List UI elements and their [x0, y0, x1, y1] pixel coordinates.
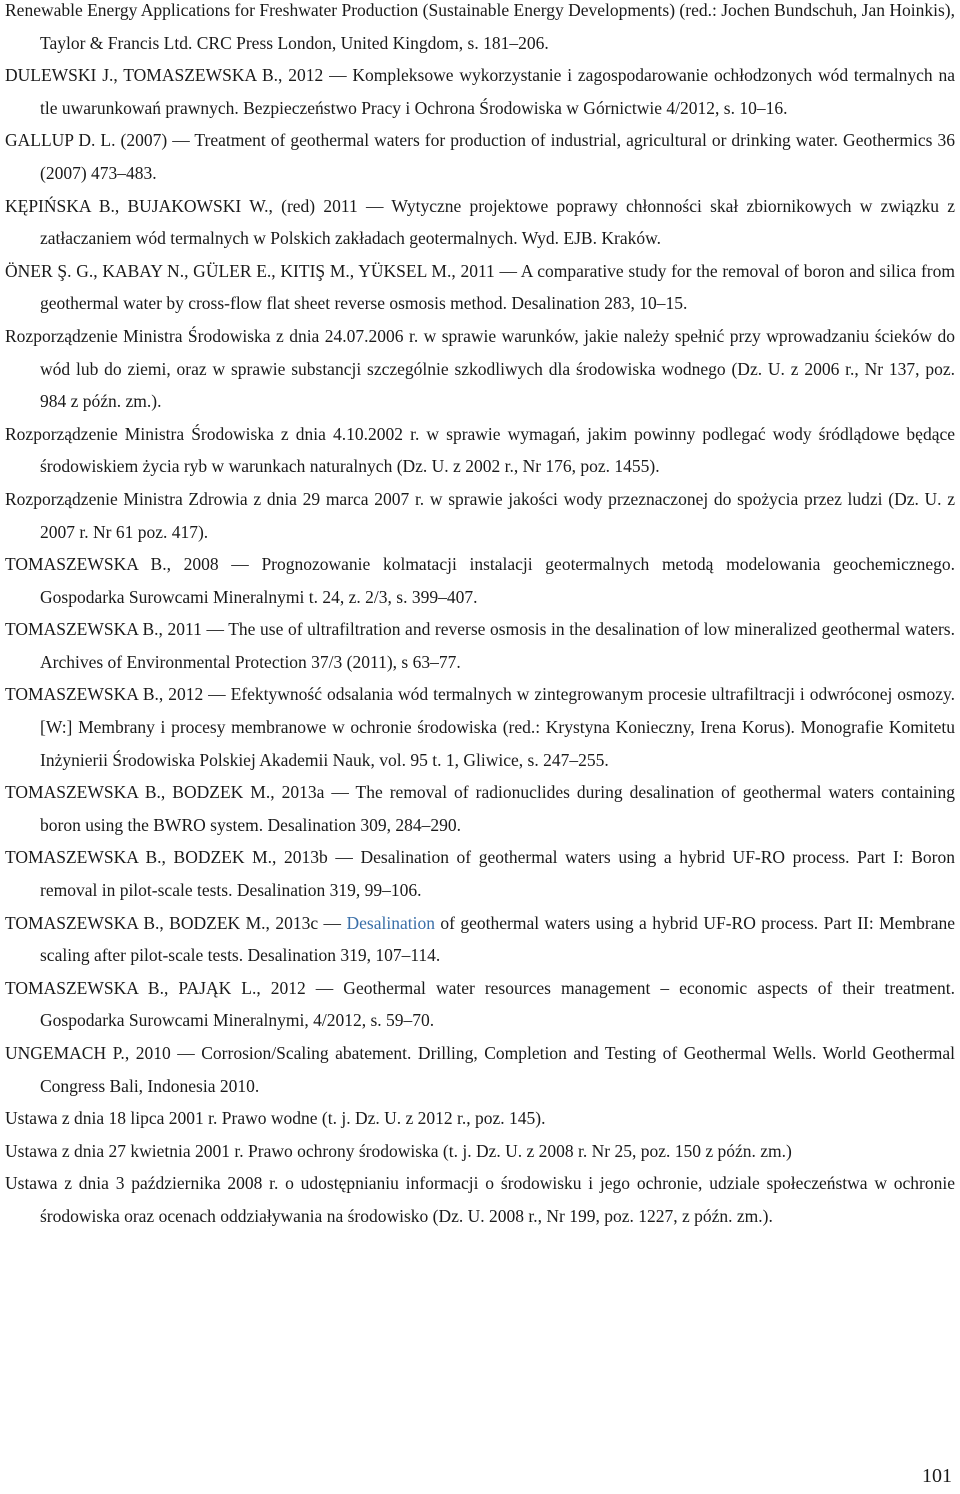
- reference-authors: Rozporządzenie Ministra Środowiska z dnia 4.10.2002 r.: [5, 423, 420, 444]
- reference-entry: [5, 1135, 955, 1168]
- reference-entry: [5, 548, 955, 613]
- reference-body: of geothermal waters using a hybrid UF-RO process. Part II: Membrane scaling after pilot-scale tests. Desalination 319, 107–114.: [40, 912, 955, 966]
- reference-authors: Rozporządzenie Ministra Środowiska z dnia 24.07.2006 r.: [5, 325, 419, 346]
- reference-body-prefix: , 2013c —: [265, 912, 347, 933]
- reference-authors: KĘPIŃSKA B., BUJAKOWSKI W.: [5, 195, 269, 216]
- reference-authors: TOMASZEWSKA B.: [5, 619, 159, 640]
- desalination-link[interactable]: Desalination: [346, 912, 435, 933]
- reference-entry: [5, 1167, 955, 1232]
- page-number: 101: [922, 1465, 952, 1487]
- reference-body: , 2012 — Geothermal water resources management – economic aspects of their treatment. Gospodarka Surowcami Mineralnymi, 4/2012, s. 59–70.: [40, 977, 955, 1031]
- reference-authors: Rozporządzenie Ministra Zdrowia z dnia 29 marca 2007 r.: [5, 488, 425, 509]
- reference-entry: [5, 124, 955, 189]
- reference-body: , 2012 — Kompleksowe wykorzystanie i zagospodarowanie ochłodzonych wód termalnych na tle uwarunkowań prawnych. Bezpieczeństwo Pracy i Ochrona Środowiska w Górnictwie 4/2012, s. 10–16.: [40, 65, 955, 118]
- reference-body: Renewable Energy Applications for Freshwater Production (Sustainable Energy Developments) (red.: Jochen Bundschuh, Jan Hoinkis), Taylor & Francis Ltd. CRC Press London, United Kingdom, s. 181–206.: [5, 0, 955, 53]
- reference-authors: Ustawa z dnia 18 lipca 2001 r.: [5, 1108, 218, 1129]
- reference-entry: [5, 418, 955, 483]
- reference-list: [5, 0, 955, 1233]
- reference-entry: [5, 59, 955, 124]
- reference-authors: Ustawa z dnia 3 października 2008 r.: [5, 1173, 279, 1194]
- reference-authors: Ustawa z dnia 27 kwietnia 2001 r.: [5, 1140, 244, 1161]
- reference-authors: TOMASZEWSKA B.: [5, 684, 159, 705]
- reference-entry: [5, 678, 955, 776]
- reference-authors: TOMASZEWSKA B., BODZEK M.: [5, 782, 271, 803]
- reference-entry: [5, 613, 955, 678]
- reference-entry: [5, 907, 955, 972]
- reference-entry: [5, 190, 955, 255]
- reference-entry: [5, 1102, 955, 1135]
- reference-body: , 2012 — Efektywność odsalania wód termalnych w zintegrowanym procesie ultrafiltracji i odwróconej osmozy. [W:] Membrany i procesy membranowe w ochronie środowiska (red.: Krystyna Konieczny, Irena Korus). Monografie Komitetu Inżynierii Środowiska Polskiej Akademii Nauk, vol. 95 t. 1, Gliwice, s. 247–255.: [40, 684, 955, 770]
- reference-body: Prawo wodne (t. j. Dz. U. z 2012 r., poz. 145).: [217, 1108, 546, 1129]
- reference-authors: ÖNER Ş. G., KABAY N., GÜLER E., KITIŞ M., YÜKSEL M.: [5, 260, 452, 281]
- reference-entry: [5, 255, 955, 320]
- reference-body: , 2008 — Prognozowanie kolmatacji instalacji geotermalnych metodą modelowania geochemicznego. Gospodarka Surowcami Mineralnymi t. 24, z. 2/3, s. 399–407.: [40, 554, 955, 607]
- reference-entry: [5, 1037, 955, 1102]
- reference-entry: [5, 972, 955, 1037]
- reference-authors: UNGEMACH P.: [5, 1043, 125, 1063]
- reference-authors: TOMASZEWSKA B.: [5, 554, 167, 575]
- reference-authors: GALLUP D. L.: [5, 130, 116, 151]
- reference-body: w sprawie jakości wody przeznaczonej do spożycia przez ludzi (Dz. U. z 2007 r. Nr 61 poz. 417).: [40, 488, 955, 542]
- reference-entry: [5, 0, 955, 59]
- reference-authors: TOMASZEWSKA B., BODZEK M.: [5, 847, 273, 868]
- reference-body: (2007) — Treatment of geothermal waters for production of industrial, agricultural or drinking water. Geothermics 36 (2007) 473–483.: [40, 130, 955, 183]
- reference-body: o udostępnianiu informacji o środowisku i jego ochronie, udziale społeczeństwa w ochronie środowiska oraz ocenach oddziaływania na środowisko (Dz. U. 2008 r., Nr 199, poz. 1227, z późn. zm.).: [40, 1173, 955, 1226]
- reference-entry: [5, 776, 955, 841]
- reference-authors: TOMASZEWSKA B., PAJĄK L.: [5, 977, 257, 998]
- reference-entry: [5, 841, 955, 906]
- reference-body: , 2011 — The use of ultrafiltration and reverse osmosis in the desalination of low mineralized geothermal waters. Archives of Environmental Protection 37/3 (2011), s 63–77.: [40, 619, 955, 672]
- reference-entry: [5, 483, 955, 548]
- reference-body: , (red) 2011 — Wytyczne projektowe poprawy chłonności skał zbiornikowych w związku z zatłaczaniem wód termalnych w Polskich zakładach geotermalnych. Wyd. EJB. Kraków.: [40, 195, 955, 249]
- reference-body: , 2011 — A comparative study for the removal of boron and silica from geothermal water by cross-flow flat sheet reverse osmosis method. Desalination 283, 10–15.: [40, 260, 955, 314]
- reference-body: Prawo ochrony środowiska (t. j. Dz. U. z 2008 r. Nr 25, poz. 150 z późn. zm.): [243, 1140, 792, 1161]
- reference-body: , 2010 — Corrosion/Scaling abatement. Drilling, Completion and Testing of Geothermal Wells. World Geothermal Congress Bali, Indonesia 2010.: [40, 1043, 955, 1096]
- reference-authors: TOMASZEWSKA B., BODZEK M.: [5, 912, 266, 933]
- reference-body: w sprawie warunków, jakie należy spełnić przy wprowadzaniu ścieków do wód lub do ziemi, oraz w sprawie substancji szczególnie szkodliwych dla środowiska wodnego (Dz. U. z 2006 r., Nr 137, poz. 984 z późn. zm.).: [40, 325, 955, 412]
- reference-body: w sprawie wymagań, jakim powinny podlegać wody śródlądowe będące środowiskiem życia ryb w warunkach naturalnych (Dz. U. z 2002 r., Nr 176, poz. 1455).: [40, 423, 955, 477]
- reference-body: , 2013b — Desalination of geothermal waters using a hybrid UF-RO process. Part I: Boron removal in pilot-scale tests. Desalination 319, 99–106.: [40, 847, 955, 901]
- reference-body: , 2013a — The removal of radionuclides during desalination of geothermal waters containing boron using the BWRO system. Desalination 309, 284–290.: [40, 782, 955, 835]
- reference-authors: DULEWSKI J., TOMASZEWSKA B.: [5, 65, 279, 86]
- reference-entry: [5, 320, 955, 418]
